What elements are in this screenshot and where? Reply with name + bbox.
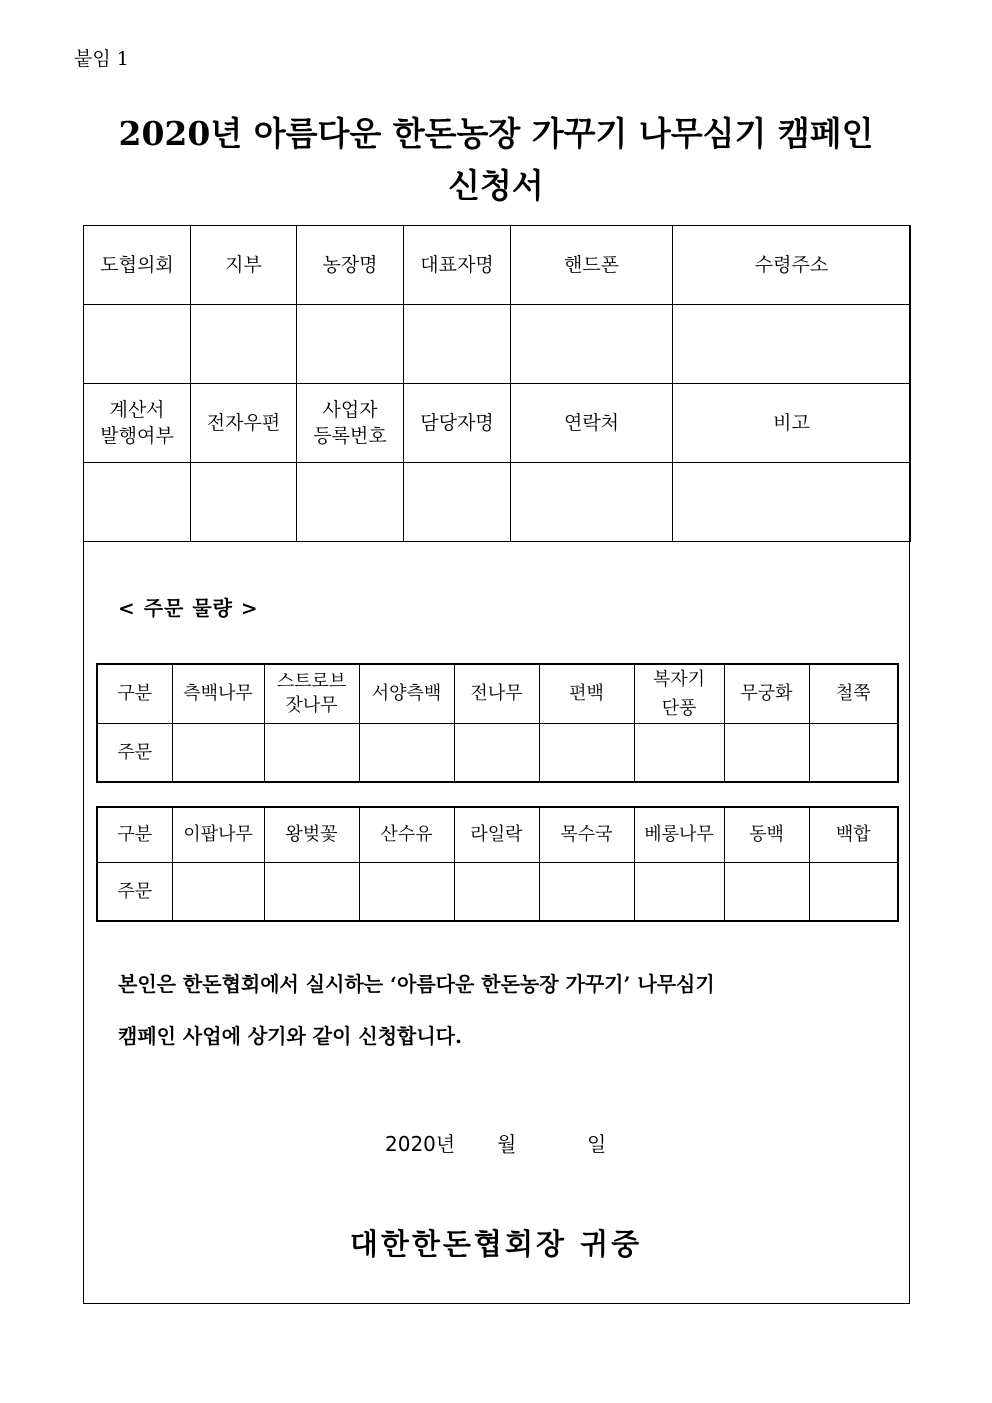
order-input-cell[interactable] [809,863,898,922]
order-heading: < 주문 물량 > [118,596,259,620]
order-header-cell: 이팝나무 [172,807,264,863]
date-day[interactable]: 일 [587,1132,607,1156]
date-year: 2020년 [385,1132,456,1156]
applicant-input-row-1 [84,305,911,384]
order-header-cell: 목수국 [539,807,634,863]
order-input-cell[interactable] [454,724,539,783]
header-cell-delivery-address: 수령주소 [673,226,911,305]
header-cell-email: 전자우편 [191,384,297,463]
application-statement [118,958,888,1062]
input-cell-invoice[interactable] [84,463,191,542]
order-header-cell: 구분 [97,807,172,863]
input-cell-branch[interactable] [191,305,297,384]
order-table-2 [96,806,899,922]
applicant-header-row-1 [84,226,911,305]
input-cell-farm-name[interactable] [297,305,404,384]
order-input-cell[interactable] [724,863,809,922]
order-input-cell[interactable] [634,724,724,783]
header-cell-remarks: 비고 [673,384,911,463]
applicant-input-row-2 [84,463,911,542]
order-header-cell: 전나무 [454,664,539,724]
order-header-cell: 구분 [97,664,172,724]
input-cell-remarks[interactable] [673,463,911,542]
header-cell-business-number: 사업자 등록번호 [297,384,404,463]
applicant-header-row-2 [84,384,911,463]
input-cell-representative[interactable] [404,305,511,384]
order-input-cell[interactable] [359,863,454,922]
order-header-cell: 무궁화 [724,664,809,724]
order-input-cell[interactable] [539,724,634,783]
closing-addressee: 대한한돈협회장 귀중 [349,1227,643,1261]
order-input-cell[interactable] [264,863,359,922]
order-input-cell[interactable] [454,863,539,922]
header-cell-branch: 지부 [191,226,297,305]
input-cell-mobile[interactable] [511,305,673,384]
date-month[interactable]: 월 [497,1132,517,1156]
form-title-line2: 신청서 [448,166,544,205]
input-cell-contact-person[interactable] [404,463,511,542]
form-title [0,108,992,212]
order-input-cell[interactable] [539,863,634,922]
header-cell-province: 도협의회 [84,226,191,305]
form-title-line1: 2020년 아름다운 한돈농장 가꾸기 나무심기 캠페인 [118,114,874,153]
order-table-2-order-row [97,863,898,922]
attachment-label: 붙임 1 [74,48,129,70]
statement-line1: 본인은 한돈협회에서 실시하는 ‘아름다운 한돈농장 가꾸기’ 나무심기 [118,972,715,996]
order-input-cell[interactable] [634,863,724,922]
input-cell-delivery-address[interactable] [673,305,911,384]
order-header-cell: 왕벚꽃 [264,807,359,863]
statement-line2: 캠페인 사업에 상기와 같이 신청합니다. [118,1024,462,1048]
order-header-cell: 스트로브 잣나무 [264,664,359,724]
input-cell-phone[interactable] [511,463,673,542]
order-header-cell: 라일락 [454,807,539,863]
order-header-cell: 백합 [809,807,898,863]
input-cell-province[interactable] [84,305,191,384]
order-input-cell[interactable] [264,724,359,783]
order-header-cell: 동백 [724,807,809,863]
application-date [0,1128,992,1158]
order-header-cell: 복자기 단풍 [634,664,724,724]
order-table-2-header-row [97,807,898,863]
header-cell-farm-name: 농장명 [297,226,404,305]
order-input-cell[interactable] [809,724,898,783]
order-table-1 [96,663,899,783]
order-header-cell: 측백나무 [172,664,264,724]
header-cell-representative: 대표자명 [404,226,511,305]
header-cell-phone: 연락처 [511,384,673,463]
order-table-1-header-row [97,664,898,724]
order-table-1-order-row [97,724,898,783]
order-header-cell: 산수유 [359,807,454,863]
input-cell-business-number[interactable] [297,463,404,542]
order-header-cell: 베롱나무 [634,807,724,863]
order-input-cell[interactable] [172,863,264,922]
order-row-label: 주문 [97,724,172,783]
order-header-cell: 서양측백 [359,664,454,724]
header-cell-mobile: 핸드폰 [511,226,673,305]
order-header-cell: 편백 [539,664,634,724]
order-input-cell[interactable] [172,724,264,783]
order-input-cell[interactable] [724,724,809,783]
applicant-info-table [83,225,911,542]
order-row-label: 주문 [97,863,172,922]
input-cell-email[interactable] [191,463,297,542]
order-input-cell[interactable] [359,724,454,783]
order-header-cell: 철쭉 [809,664,898,724]
header-cell-invoice: 계산서 발행여부 [84,384,191,463]
header-cell-contact-person: 담당자명 [404,384,511,463]
